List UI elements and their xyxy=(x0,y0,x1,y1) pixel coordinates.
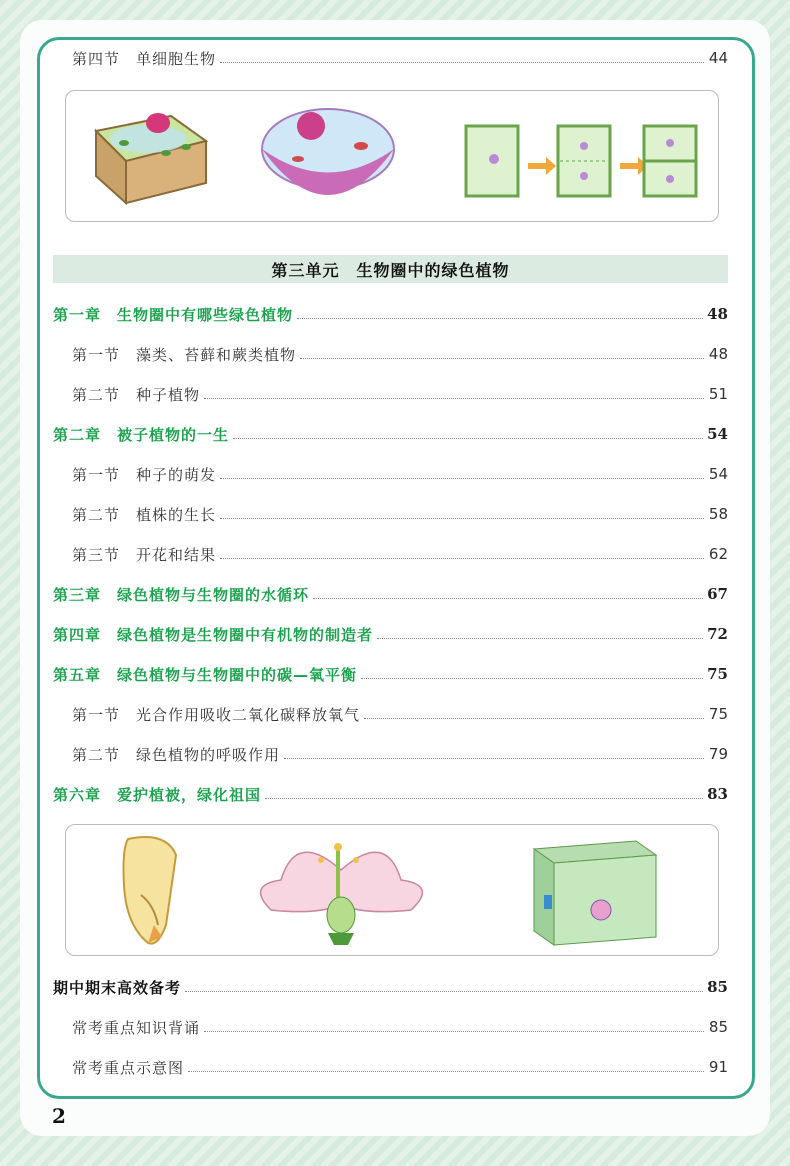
toc-entry-section[interactable] xyxy=(72,381,728,407)
entry-label: 第二节 绿色植物的呼吸作用 xyxy=(72,745,281,764)
entry-page-number: 83 xyxy=(707,785,728,803)
dot-leader xyxy=(185,991,703,992)
exam-item[interactable] xyxy=(72,1054,728,1080)
entry-label: 第三节 开花和结果 xyxy=(72,545,217,564)
plant-illustrations xyxy=(66,825,718,955)
toc-entry-section[interactable] xyxy=(72,501,728,527)
entry-label: 期中期末高效备考 xyxy=(53,978,182,997)
entry-label: 第四节 单细胞生物 xyxy=(72,49,217,68)
entry-page-number: 67 xyxy=(707,585,728,603)
entry-page-number: 75 xyxy=(708,705,728,723)
entry-page-number: 54 xyxy=(708,465,728,483)
entry-page-number: 91 xyxy=(708,1058,728,1076)
unit-title-bar: 第三单元 生物圈中的绿色植物 xyxy=(53,255,728,283)
entry-page-number: 54 xyxy=(707,425,728,443)
plant-illustration-panel xyxy=(65,824,719,956)
toc-entry-chapter[interactable] xyxy=(53,301,728,327)
entry-page-number: 51 xyxy=(708,385,728,403)
entry-label: 第六章 爱护植被，绿化祖国 xyxy=(53,785,262,804)
seed-image xyxy=(124,837,177,944)
entry-label: 第二章 被子植物的一生 xyxy=(53,425,230,444)
animal-cell-image xyxy=(262,109,394,195)
entry-page-number: 72 xyxy=(707,625,728,643)
entry-label: 第一节 种子的萌发 xyxy=(72,465,217,484)
dot-leader xyxy=(220,558,704,559)
entry-page-number: 85 xyxy=(707,978,728,996)
toc-entry-chapter[interactable] xyxy=(53,621,728,647)
entry-page-number: 75 xyxy=(707,665,728,683)
leaf-section-image xyxy=(534,841,656,945)
toc-entry-chapter[interactable] xyxy=(53,421,728,447)
dot-leader xyxy=(297,318,703,319)
plant-cell-image xyxy=(96,113,206,203)
toc-entry-section[interactable] xyxy=(72,541,728,567)
entry-label: 常考重点示意图 xyxy=(72,1058,185,1077)
dot-leader xyxy=(364,718,704,719)
dot-leader xyxy=(220,62,704,63)
dot-leader xyxy=(220,478,704,479)
dot-leader xyxy=(188,1071,704,1072)
dot-leader xyxy=(361,678,703,679)
page-number: 2 xyxy=(52,1104,66,1128)
entry-page-number: 58 xyxy=(708,505,728,523)
dot-leader xyxy=(284,758,704,759)
dot-leader xyxy=(313,598,703,599)
entry-label: 第三章 绿色植物与生物圈的水循环 xyxy=(53,585,310,604)
entry-page-number: 44 xyxy=(708,49,728,67)
dot-leader xyxy=(300,358,704,359)
exam-heading[interactable] xyxy=(53,974,728,1000)
dot-leader xyxy=(265,798,703,799)
entry-page-number: 62 xyxy=(708,545,728,563)
dot-leader xyxy=(204,1031,704,1032)
entry-label: 第二节 植株的生长 xyxy=(72,505,217,524)
dot-leader xyxy=(220,518,704,519)
dot-leader xyxy=(233,438,703,439)
entry-label: 第一节 光合作用吸收二氧化碳释放氧气 xyxy=(72,705,361,724)
cell-division-image xyxy=(466,126,696,196)
entry-label: 第一章 生物圈中有哪些绿色植物 xyxy=(53,305,294,324)
entry-label: 第二节 种子植物 xyxy=(72,385,201,404)
entry-page-number: 85 xyxy=(708,1018,728,1036)
dot-leader xyxy=(377,638,703,639)
toc-entry-section[interactable] xyxy=(72,45,728,71)
toc-entry-chapter[interactable] xyxy=(53,661,728,687)
entry-label: 第四章 绿色植物是生物圈中有机物的制造者 xyxy=(53,625,374,644)
toc-entry-section[interactable] xyxy=(72,701,728,727)
entry-page-number: 48 xyxy=(708,345,728,363)
cell-illustrations xyxy=(66,91,718,221)
exam-item[interactable] xyxy=(72,1014,728,1040)
entry-label: 第五章 绿色植物与生物圈中的碳—氧平衡 xyxy=(53,665,358,684)
entry-page-number: 48 xyxy=(707,305,728,323)
dot-leader xyxy=(204,398,704,399)
toc-entry-chapter[interactable] xyxy=(53,781,728,807)
toc-entry-section[interactable] xyxy=(72,461,728,487)
entry-label: 第一节 藻类、苔藓和蕨类植物 xyxy=(72,345,297,364)
cell-illustration-panel xyxy=(65,90,719,222)
flower-image xyxy=(261,843,423,945)
toc-entry-section[interactable] xyxy=(72,741,728,767)
toc-entry-chapter[interactable] xyxy=(53,581,728,607)
entry-page-number: 79 xyxy=(708,745,728,763)
toc-entry-section[interactable] xyxy=(72,341,728,367)
entry-label: 常考重点知识背诵 xyxy=(72,1018,201,1037)
